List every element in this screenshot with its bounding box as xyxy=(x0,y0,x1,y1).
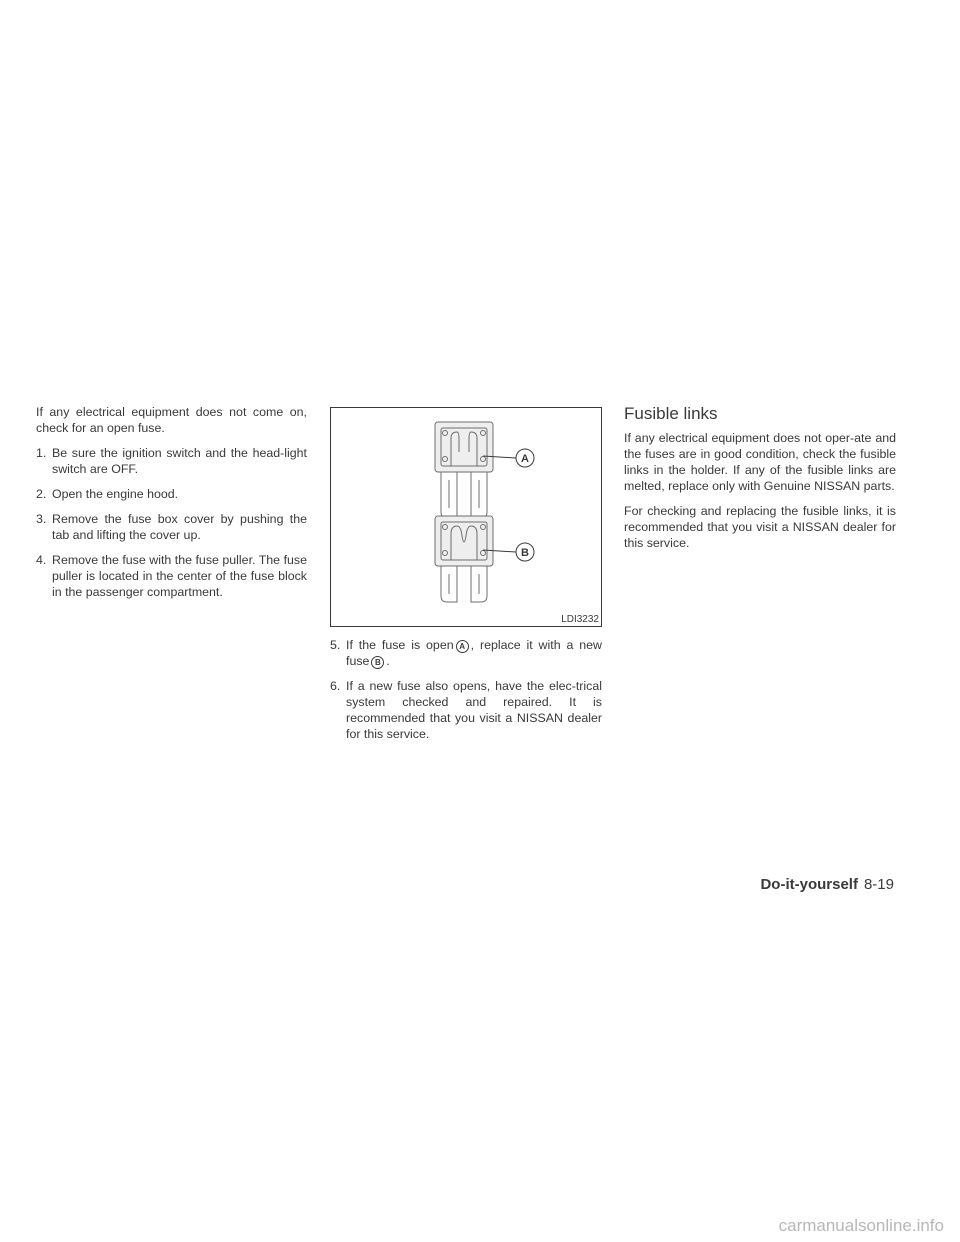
step-item xyxy=(36,445,307,477)
step-item xyxy=(330,637,602,669)
step-text: Be sure the ignition switch and the head-light switch are OFF. xyxy=(52,446,307,476)
fuse-figure xyxy=(330,407,602,627)
step-text: If a new fuse also opens, have the elec-trical system checked and repaired. It is recommended that you visit a NISSAN dealer for this service. xyxy=(346,679,602,741)
step-text: Remove the fuse with the fuse puller. The fuse puller is located in the center of the fuse block in the passenger compartment. xyxy=(52,553,307,599)
fuse-illustration xyxy=(331,408,601,626)
figure-code: LDI3232 xyxy=(561,614,599,625)
column-left xyxy=(36,404,307,609)
step-text: Open the engine hood. xyxy=(52,487,179,501)
intro-paragraph: If any electrical equipment does not come on, check for an open fuse. xyxy=(36,405,307,435)
step5-text-part: If the fuse is open xyxy=(346,638,454,652)
step-number: 3. xyxy=(36,512,47,526)
page-number: 8-19 xyxy=(863,876,894,893)
step-item xyxy=(330,678,602,742)
open-fuse-drawing xyxy=(435,422,493,518)
column-right xyxy=(624,404,896,560)
step-number: 4. xyxy=(36,553,47,567)
step-number: 5. xyxy=(330,638,341,652)
page-footer xyxy=(760,876,894,894)
step-number: 2. xyxy=(36,487,47,501)
step-number: 6. xyxy=(330,679,341,693)
callout-b-marker: B xyxy=(371,656,384,669)
step-text xyxy=(346,637,602,669)
good-fuse-drawing xyxy=(435,516,493,602)
step5-text-part: . xyxy=(386,654,390,668)
callout-a-label: A xyxy=(521,453,529,465)
step-item xyxy=(36,486,307,502)
column-middle xyxy=(330,404,602,751)
fusible-links-paragraph: For checking and replacing the fusible links, it is recommended that you visit a NISSAN dealer for this service. xyxy=(624,504,896,550)
step-item xyxy=(36,552,307,600)
fusible-links-paragraph: If any electrical equipment does not oper-ate and the fuses are in good condition, check the fusible links in the holder. If any of the fusible links are melted, replace only with Genuine NISSAN parts. xyxy=(624,431,896,493)
section-title: Do-it-yourself xyxy=(760,876,858,893)
watermark: carmanualsonline.info xyxy=(778,1216,944,1235)
callout-b-label: B xyxy=(521,547,529,559)
section-heading: Fusible links xyxy=(624,404,718,423)
step-item xyxy=(36,511,307,543)
step-text: Remove the fuse box cover by pushing the tab and lifting the cover up. xyxy=(52,512,307,542)
callout-a-marker: A xyxy=(456,640,469,653)
step5-text-part: , replace it with a new fuse xyxy=(346,638,602,668)
step-number: 1. xyxy=(36,446,47,460)
